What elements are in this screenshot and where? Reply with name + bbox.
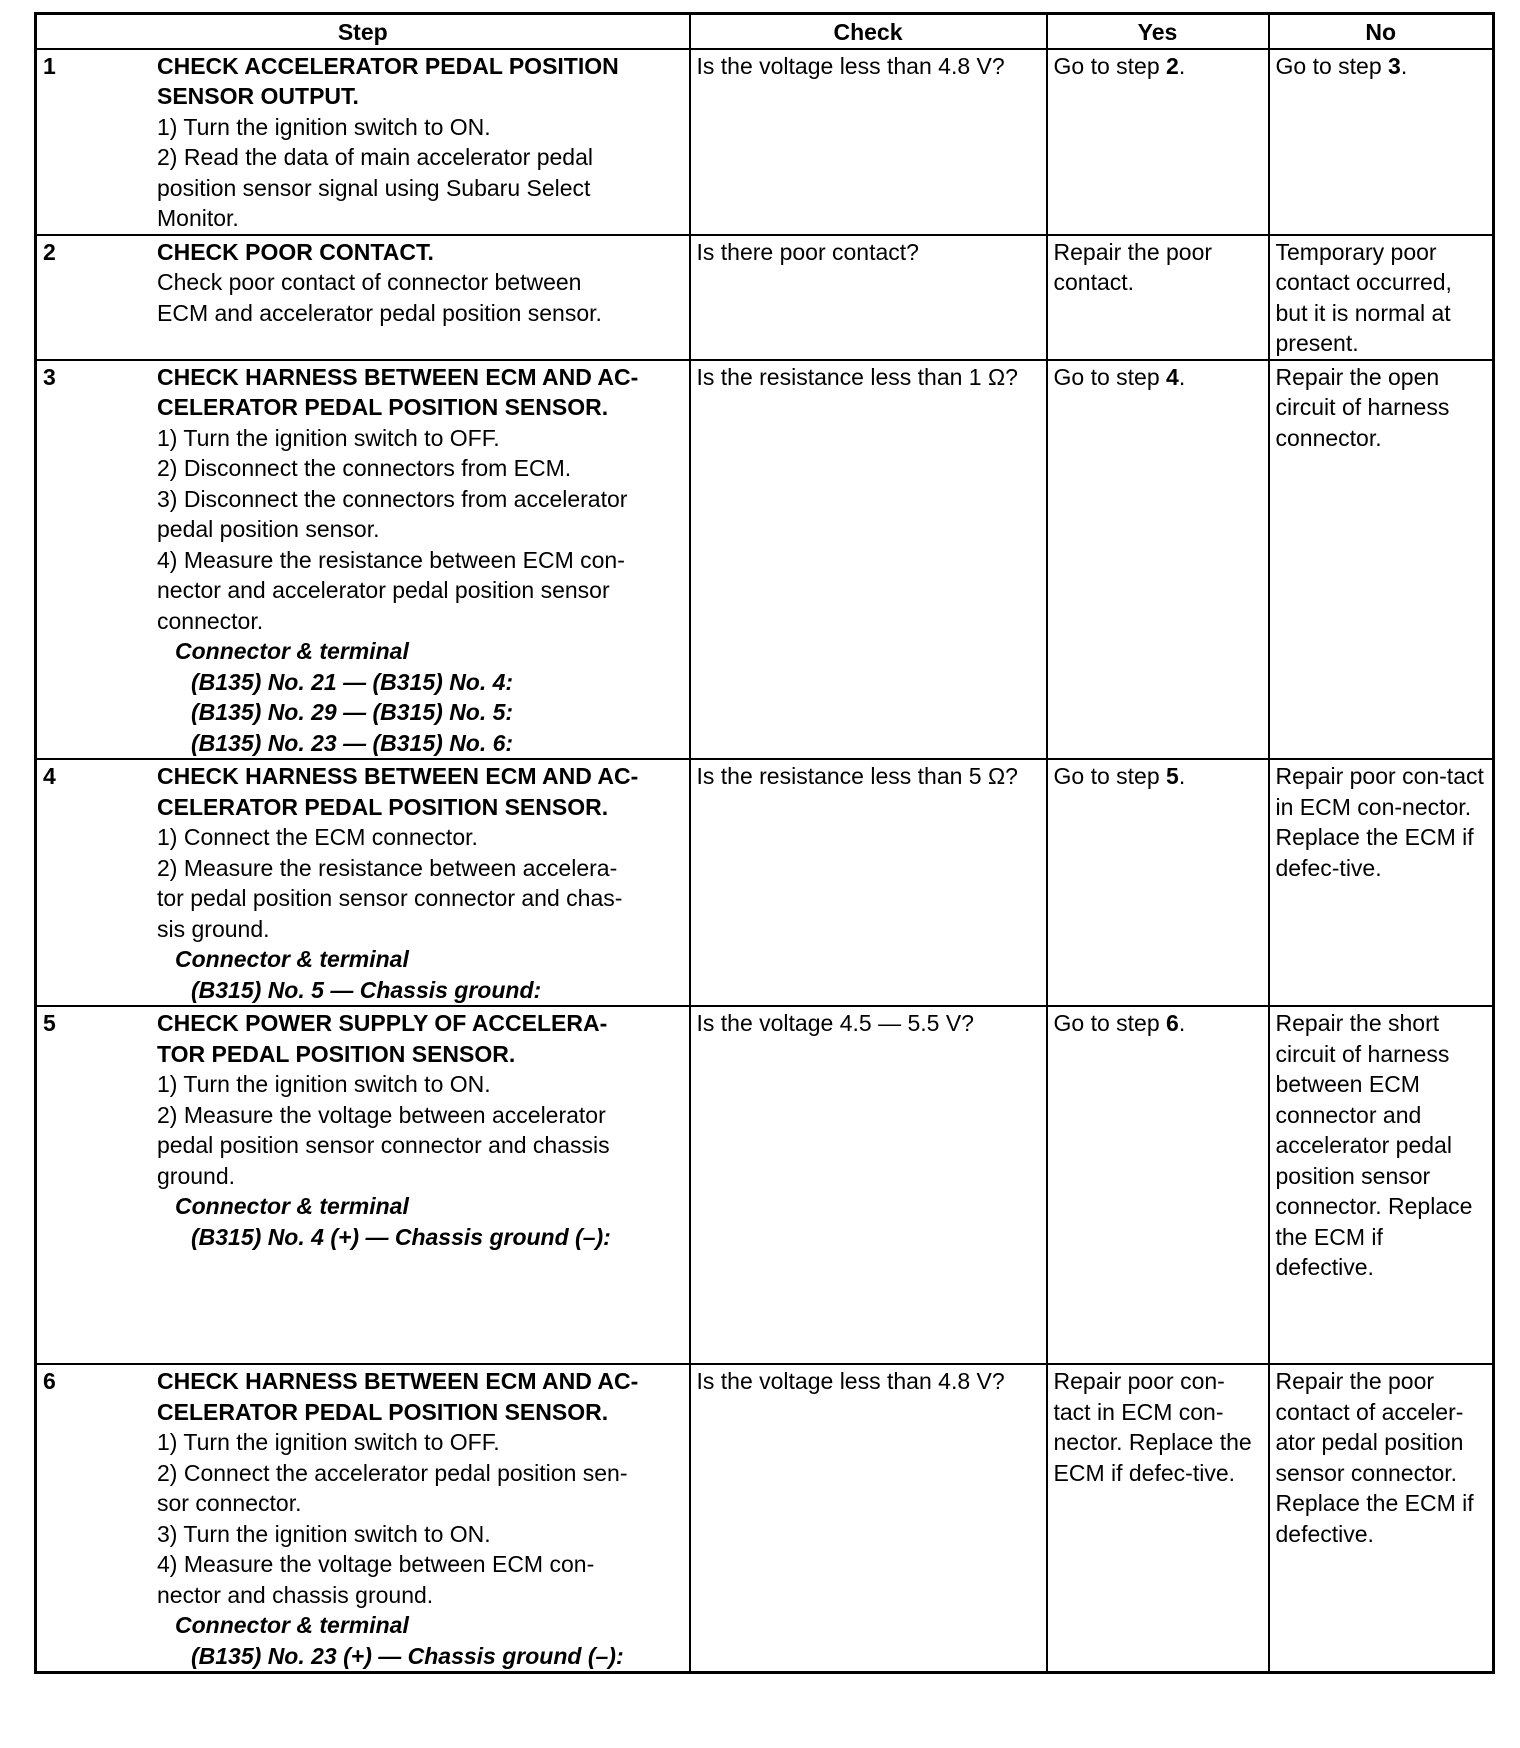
- no-step-ref: 3: [1388, 52, 1401, 79]
- table-row: [36, 759, 1494, 1006]
- diagnostic-procedure-sheet: [34, 12, 1492, 1674]
- yes-cell: [1047, 1006, 1269, 1364]
- step-cell: [36, 235, 690, 360]
- step-number: 5: [43, 1010, 56, 1036]
- no-text: Repair the short circuit of harness between ECM connector and accelerator pedal position sensor connector. Replace the ECM if defective.: [1275, 1010, 1473, 1280]
- yes-text: Repair the poor contact.: [1053, 238, 1213, 295]
- step-title: TOR PEDAL POSITION SENSOR.: [157, 1040, 516, 1067]
- no-cell: [1269, 1006, 1494, 1364]
- step-instruction: 2) Connect the accelerator pedal position sen-: [157, 1459, 628, 1486]
- step-instruction: 3) Disconnect the connectors from accelerator: [157, 485, 628, 512]
- connector-label: Connector & terminal: [175, 946, 409, 972]
- step-title: SENSOR OUTPUT.: [157, 83, 359, 109]
- yes-cell: [1047, 759, 1269, 1006]
- table-row: [36, 49, 1494, 235]
- step-number: 3: [43, 363, 56, 390]
- step-instruction: 2) Measure the resistance between accelera-: [157, 854, 618, 881]
- step-instruction: 1) Turn the ignition switch to OFF.: [157, 424, 500, 451]
- step-cell: [36, 1006, 690, 1364]
- table-row: [36, 360, 1494, 760]
- step-wrap: [43, 1008, 683, 1252]
- check-cell: Is there poor contact?: [690, 235, 1047, 360]
- yes-text-end: .: [1178, 363, 1186, 390]
- step-title: CHECK POWER SUPPLY OF ACCELERA-: [157, 1010, 608, 1036]
- yes-text: Go to step: [1053, 763, 1167, 789]
- step-instruction: 1) Turn the ignition switch to ON.: [157, 113, 491, 140]
- no-cell: [1269, 235, 1494, 360]
- step-instruction: Check poor contact of connector between: [157, 269, 582, 295]
- yes-cell: [1047, 1364, 1269, 1673]
- step-cell: [36, 1364, 690, 1673]
- step-title: CHECK HARNESS BETWEEN ECM AND AC-: [157, 363, 639, 390]
- step-body: [157, 237, 683, 329]
- check-cell: Is the voltage less than 4.8 V?: [690, 1364, 1047, 1673]
- yes-step-ref: 6: [1166, 1010, 1179, 1036]
- no-text: Repair the open circuit of harness connector.: [1275, 363, 1450, 451]
- yes-text: Repair poor con-tact in ECM con-nector. Replace the ECM if defec-tive.: [1053, 1368, 1252, 1486]
- step-cell: [36, 49, 690, 235]
- yes-text: Go to step: [1053, 1010, 1167, 1036]
- yes-step-ref: 5: [1166, 763, 1179, 789]
- step-instruction: sis ground.: [157, 915, 270, 942]
- step-wrap: [43, 1366, 683, 1671]
- table-body: [36, 49, 1494, 1673]
- yes-cell: [1047, 235, 1269, 360]
- yes-step-ref: 4: [1166, 363, 1179, 390]
- step-body: [157, 1366, 683, 1671]
- connector-label: Connector & terminal: [175, 1193, 409, 1219]
- terminal-spec: (B135) No. 23 (+) — Chassis ground (–):: [191, 1642, 624, 1669]
- connector-label: Connector & terminal: [175, 1612, 409, 1638]
- step-instruction: pedal position sensor connector and chassis: [157, 1132, 610, 1158]
- step-instruction: ground.: [157, 1162, 236, 1189]
- no-text: Go to step: [1275, 52, 1389, 79]
- no-cell: [1269, 759, 1494, 1006]
- step-instruction: 4) Measure the resistance between ECM con-: [157, 546, 625, 573]
- step-title: CHECK HARNESS BETWEEN ECM AND AC-: [157, 763, 639, 789]
- step-instruction: pedal position sensor.: [157, 516, 380, 542]
- step-instruction: tor pedal position sensor connector and chas-: [157, 885, 623, 911]
- step-instruction: nector and chassis ground.: [157, 1581, 434, 1608]
- step-title: CHECK HARNESS BETWEEN ECM AND AC-: [157, 1368, 639, 1394]
- check-cell: Is the resistance less than 1 Ω?: [690, 360, 1047, 760]
- step-instruction: nector and accelerator pedal position sensor: [157, 577, 610, 603]
- yes-text: Go to step: [1053, 363, 1167, 390]
- step-body: [157, 1008, 683, 1252]
- no-cell: [1269, 49, 1494, 235]
- yes-step-ref: 2: [1166, 52, 1179, 79]
- step-instruction: 2) Read the data of main accelerator pedal: [157, 144, 593, 170]
- step-wrap: [43, 761, 683, 1005]
- step-wrap: [43, 51, 683, 234]
- step-instruction: 2) Measure the voltage between accelerator: [157, 1101, 606, 1128]
- step-number: 1: [43, 52, 56, 79]
- step-instruction: 1) Turn the ignition switch to OFF.: [157, 1429, 500, 1455]
- step-instruction: 1) Connect the ECM connector.: [157, 824, 478, 850]
- step-number: 2: [43, 238, 56, 265]
- terminal-spec: (B135) No. 21 — (B315) No. 4:: [191, 668, 514, 695]
- no-text: Repair poor con-tact in ECM con-nector. Replace the ECM if defec-tive.: [1275, 763, 1484, 881]
- no-cell: [1269, 1364, 1494, 1673]
- yes-text-end: .: [1178, 1010, 1186, 1036]
- step-number: 6: [43, 1368, 56, 1394]
- step-instruction: 2) Disconnect the connectors from ECM.: [157, 455, 572, 481]
- step-instruction: Monitor.: [157, 205, 239, 231]
- step-title: CELERATOR PEDAL POSITION SENSOR.: [157, 394, 609, 420]
- terminal-spec: (B315) No. 5 — Chassis ground:: [191, 976, 542, 1003]
- step-instruction: sor connector.: [157, 1490, 302, 1516]
- step-instruction: 3) Turn the ignition switch to ON.: [157, 1520, 491, 1547]
- step-title: CHECK ACCELERATOR PEDAL POSITION: [157, 52, 619, 79]
- connector-label: Connector & terminal: [175, 638, 409, 664]
- header-row: [36, 14, 1494, 49]
- step-instruction: position sensor signal using Subaru Select: [157, 174, 591, 201]
- no-text: Temporary poor contact occurred, but it is normal at present.: [1275, 238, 1452, 356]
- yes-cell: [1047, 49, 1269, 235]
- yes-text: Go to step: [1053, 52, 1167, 79]
- step-cell: [36, 759, 690, 1006]
- step-instruction: connector.: [157, 607, 264, 634]
- yes-text-end: .: [1178, 763, 1186, 789]
- step-title: CELERATOR PEDAL POSITION SENSOR.: [157, 1398, 609, 1425]
- no-text: Repair the poor contact of acceler-ator pedal position sensor connector. Replace the ECM if defective.: [1275, 1368, 1474, 1547]
- step-wrap: [43, 237, 683, 329]
- step-instruction: ECM and accelerator pedal position sensor.: [157, 299, 602, 326]
- terminal-spec: (B135) No. 29 — (B315) No. 5:: [191, 699, 514, 725]
- header-no: No: [1269, 14, 1494, 49]
- step-title: CHECK POOR CONTACT.: [157, 238, 434, 265]
- step-body: [157, 761, 683, 1005]
- no-text-end: .: [1400, 52, 1408, 79]
- step-instruction: 1) Turn the ignition switch to ON.: [157, 1071, 491, 1097]
- yes-cell: [1047, 360, 1269, 760]
- table-row: [36, 1364, 1494, 1673]
- check-cell: Is the voltage less than 4.8 V?: [690, 49, 1047, 235]
- header-yes: Yes: [1047, 14, 1269, 49]
- yes-text-end: .: [1178, 52, 1186, 79]
- step-title: CELERATOR PEDAL POSITION SENSOR.: [157, 793, 609, 820]
- no-cell: [1269, 360, 1494, 760]
- terminal-spec: (B135) No. 23 — (B315) No. 6:: [191, 729, 514, 756]
- step-instruction: 4) Measure the voltage between ECM con-: [157, 1551, 595, 1577]
- step-cell: [36, 360, 690, 760]
- check-cell: Is the resistance less than 5 Ω?: [690, 759, 1047, 1006]
- step-wrap: [43, 362, 683, 759]
- step-body: [157, 362, 683, 759]
- terminal-spec: (B315) No. 4 (+) — Chassis ground (–):: [191, 1223, 611, 1250]
- table-row: [36, 235, 1494, 360]
- diagnostic-table: [34, 12, 1495, 1674]
- header-check: Check: [690, 14, 1047, 49]
- step-number: 4: [43, 763, 56, 789]
- header-step: Step: [36, 14, 690, 49]
- check-cell: Is the voltage 4.5 — 5.5 V?: [690, 1006, 1047, 1364]
- table-row: [36, 1006, 1494, 1364]
- step-body: [157, 51, 683, 234]
